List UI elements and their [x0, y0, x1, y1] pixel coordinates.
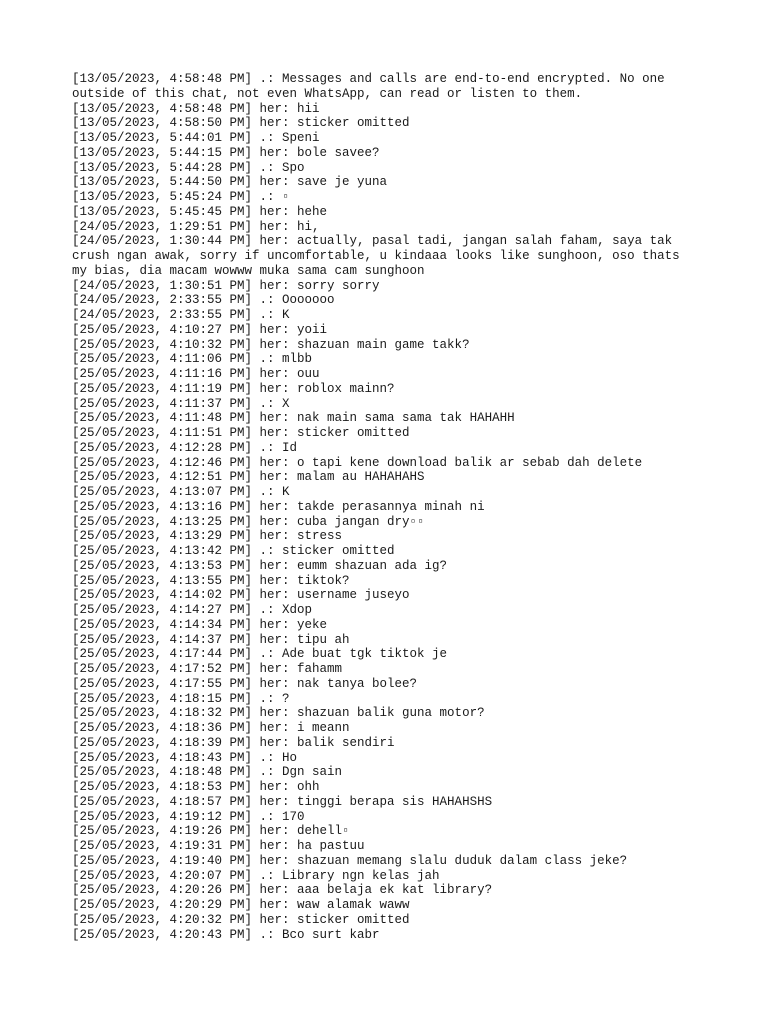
chat-message-line: [25/05/2023, 4:17:55 PM] her: nak tanya bolee? [72, 676, 418, 691]
chat-message-line: [25/05/2023, 4:18:48 PM] .: Dgn sain [72, 765, 343, 780]
chat-message-line: [25/05/2023, 4:13:25 PM] her: cuba jangan dry▫▫ [72, 514, 425, 529]
chat-message-line: [25/05/2023, 4:18:57 PM] her: tinggi berapa sis HAHAHSHS [72, 794, 493, 809]
chat-message-line: [25/05/2023, 4:18:15 PM] .: ? [72, 691, 290, 706]
chat-message-line: [13/05/2023, 5:44:15 PM] her: bole savee? [72, 145, 380, 160]
chat-message-line: [25/05/2023, 4:20:26 PM] her: aaa belaja ek kat library? [72, 883, 493, 898]
chat-message-line: [25/05/2023, 4:19:12 PM] .: 170 [72, 809, 305, 824]
chat-message-line: [25/05/2023, 4:20:07 PM] .: Library ngn kelas jah [72, 868, 440, 883]
chat-message-line: [13/05/2023, 5:45:24 PM] .: ▫ [72, 190, 290, 204]
chat-message-line: [25/05/2023, 4:13:07 PM] .: K [72, 485, 290, 499]
chat-message-line: [25/05/2023, 4:19:40 PM] her: shazuan memang slalu duduk dalam class jeke? [72, 853, 628, 868]
chat-message-line: [25/05/2023, 4:20:32 PM] her: sticker omitted [72, 912, 410, 927]
chat-message-line: [25/05/2023, 4:14:37 PM] her: tipu ah [72, 632, 350, 647]
chat-message-line: [25/05/2023, 4:18:39 PM] her: balik sendiri [72, 735, 395, 750]
chat-message-line: [25/05/2023, 4:17:52 PM] her: fahamm [72, 662, 343, 676]
chat-message-line: [25/05/2023, 4:13:16 PM] her: takde perasannya minah ni [72, 499, 485, 514]
chat-message-line: [25/05/2023, 4:19:31 PM] her: ha pastuu [72, 839, 365, 853]
chat-export-document [72, 72, 692, 942]
chat-message-line: [13/05/2023, 5:44:01 PM] .: Speni [72, 131, 320, 145]
chat-message-line: [25/05/2023, 4:12:51 PM] her: malam au HAHAHAHS [72, 470, 425, 485]
chat-message-line: [13/05/2023, 4:58:48 PM] her: hii [72, 101, 320, 116]
chat-message-line: [25/05/2023, 4:18:32 PM] her: shazuan balik guna motor? [72, 706, 485, 721]
chat-message-line: [25/05/2023, 4:19:26 PM] her: dehell▫ [72, 824, 350, 839]
chat-message-line: [25/05/2023, 4:11:06 PM] .: mlbb [72, 352, 313, 367]
chat-message-line: [25/05/2023, 4:20:29 PM] her: waw alamak waww [72, 898, 410, 912]
chat-message-line: [13/05/2023, 4:58:48 PM] .: Messages and calls are end-to-end encrypted. No one outside of this chat, not even WhatsApp, can read or listen to them. [72, 72, 673, 101]
chat-message-line: [24/05/2023, 1:30:44 PM] her: actually, pasal tadi, jangan salah faham, saya tak crush ngan awak, sorry if uncomfortable, u kindaaa looks like sunghoon, oso thats my bias, dia macam wowww muka sama cam sunghoon [72, 234, 688, 278]
chat-message-line: [25/05/2023, 4:18:53 PM] her: ohh [72, 780, 320, 794]
chat-message-line: [25/05/2023, 4:18:43 PM] .: Ho [72, 750, 298, 765]
chat-message-line: [25/05/2023, 4:13:53 PM] her: eumm shazuan ada ig? [72, 558, 448, 573]
chat-message-line: [24/05/2023, 1:29:51 PM] her: hi, [72, 219, 320, 234]
chat-message-line: [25/05/2023, 4:14:34 PM] her: yeke [72, 617, 328, 632]
chat-message-line: [25/05/2023, 4:12:28 PM] .: Id [72, 440, 298, 455]
chat-message-line: [25/05/2023, 4:11:19 PM] her: roblox mainn? [72, 381, 395, 396]
chat-message-line: [25/05/2023, 4:12:46 PM] her: o tapi kene download balik ar sebab dah delete [72, 455, 643, 470]
chat-message-line: [25/05/2023, 4:17:44 PM] .: Ade buat tgk tiktok je [72, 647, 448, 662]
chat-message-line: [25/05/2023, 4:11:37 PM] .: X [72, 396, 290, 411]
chat-message-line: [24/05/2023, 2:33:55 PM] .: Ooooooo [72, 293, 335, 308]
chat-message-line: [25/05/2023, 4:14:02 PM] her: username juseyo [72, 588, 410, 603]
chat-message-line: [25/05/2023, 4:13:42 PM] .: sticker omitted [72, 544, 395, 558]
chat-message-line: [25/05/2023, 4:10:32 PM] her: shazuan main game takk? [72, 337, 470, 352]
chat-message-line: [25/05/2023, 4:18:36 PM] her: i meann [72, 721, 350, 735]
chat-message-line: [13/05/2023, 5:44:28 PM] .: Spo [72, 160, 305, 175]
chat-message-line: [24/05/2023, 1:30:51 PM] her: sorry sorry [72, 278, 380, 293]
chat-message-line: [25/05/2023, 4:10:27 PM] her: yoii [72, 322, 328, 337]
chat-message-line: [13/05/2023, 5:45:45 PM] her: hehe [72, 204, 328, 219]
chat-message-line: [25/05/2023, 4:14:27 PM] .: Xdop [72, 603, 313, 617]
chat-message-line: [25/05/2023, 4:11:51 PM] her: sticker omitted [72, 426, 410, 440]
chat-message-line: [25/05/2023, 4:13:55 PM] her: tiktok? [72, 573, 350, 588]
chat-message-line: [25/05/2023, 4:20:43 PM] .: Bco surt kabr [72, 927, 380, 942]
chat-message-line: [25/05/2023, 4:11:16 PM] her: ouu [72, 367, 320, 381]
chat-message-line: [13/05/2023, 5:44:50 PM] her: save je yuna [72, 175, 388, 190]
chat-message-line: [25/05/2023, 4:11:48 PM] her: nak main sama sama tak HAHAHH [72, 411, 515, 426]
chat-message-line: [25/05/2023, 4:13:29 PM] her: stress [72, 529, 343, 544]
chat-message-line: [13/05/2023, 4:58:50 PM] her: sticker omitted [72, 116, 410, 131]
chat-message-line: [24/05/2023, 2:33:55 PM] .: K [72, 308, 290, 322]
